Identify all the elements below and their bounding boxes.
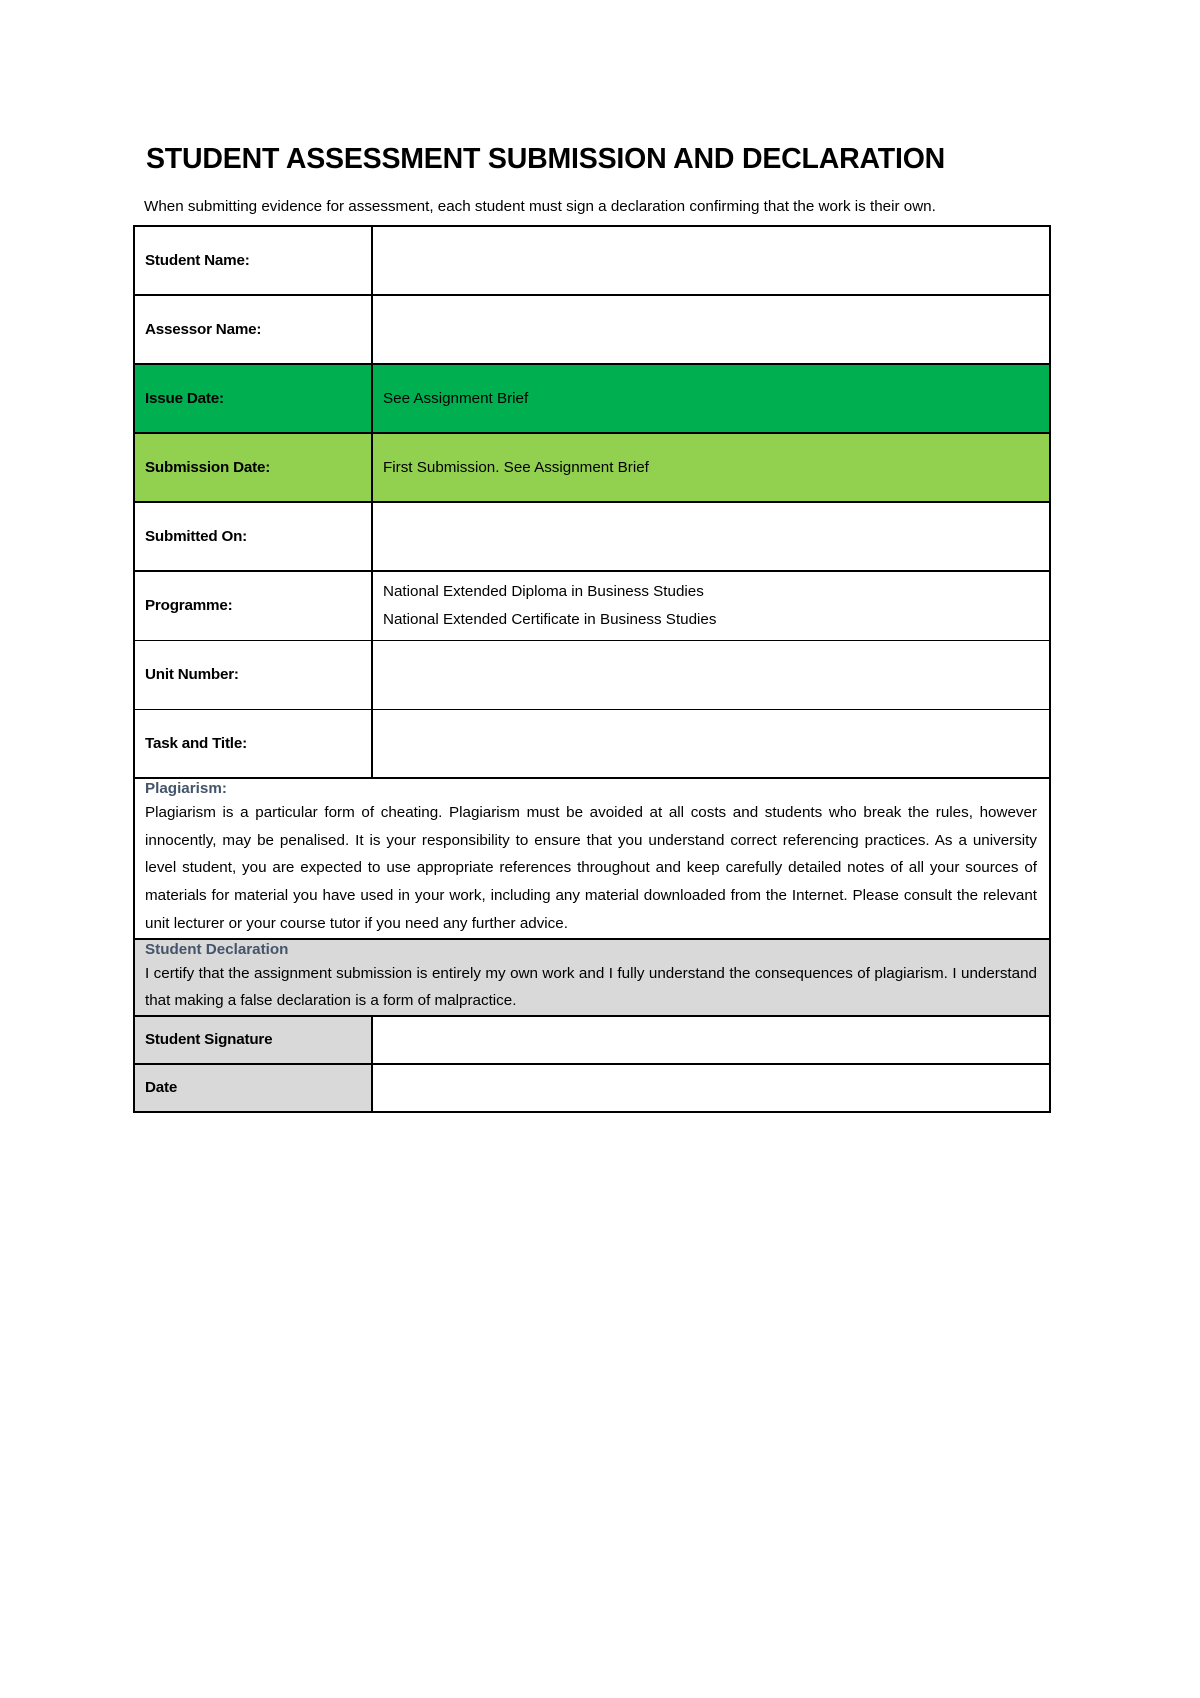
student-name-row: [134, 226, 1050, 295]
declaration-row: [134, 939, 1050, 1016]
date-row: [134, 1064, 1050, 1112]
signature-label: Student Signature: [134, 1016, 372, 1064]
submission-date-value: First Submission. See Assignment Brief: [372, 433, 1050, 502]
task-title-field[interactable]: [372, 709, 1050, 778]
intro-text: When submitting evidence for assessment, each student must sign a declaration confirming that the work is their own.: [144, 198, 936, 215]
plagiarism-notice: [134, 778, 1050, 939]
assessor-name-field[interactable]: [372, 295, 1050, 364]
student-name-field[interactable]: [372, 226, 1050, 295]
student-name-label: Student Name:: [134, 226, 372, 295]
issue-date-label: Issue Date:: [134, 364, 372, 433]
issue-date-row: [134, 364, 1050, 433]
declaration-heading: Student Declaration: [145, 940, 289, 958]
signature-row: [134, 1016, 1050, 1064]
assessor-name-row: [134, 295, 1050, 364]
submission-date-row: [134, 433, 1050, 502]
plagiarism-row: [134, 778, 1050, 939]
unit-number-row: [134, 640, 1050, 709]
submitted-on-field[interactable]: [372, 502, 1050, 571]
declaration-body: I certify that the assignment submission is entirely my own work and I fully understand the consequences of plagiarism. I understand that making a false declaration is a form of malpractice.: [145, 964, 1037, 1010]
task-title-label: Task and Title:: [134, 709, 372, 778]
document-title: STUDENT ASSESSMENT SUBMISSION AND DECLARATION: [146, 143, 946, 175]
assessor-name-label: Assessor Name:: [134, 295, 372, 364]
task-title-row: [134, 709, 1050, 778]
date-field[interactable]: [372, 1064, 1050, 1112]
programme-line-2: National Extended Certificate in Business Studies: [383, 610, 717, 628]
unit-number-label: Unit Number:: [134, 640, 372, 709]
submitted-on-row: [134, 502, 1050, 571]
signature-field[interactable]: [372, 1016, 1050, 1064]
programme-value: [372, 571, 1050, 640]
plagiarism-body: Plagiarism is a particular form of cheating. Plagiarism must be avoided at all costs and students who break the rules, however innocently, may be penalised. It is your responsibility to ensure that you understand correct referencing practices. As a university level student, you are expected to use appropriate references throughout and keep carefully detailed notes of all your sources of materials for material you have used in your work, including any material downloaded from the Internet. Please consult the relevant unit lecturer or your course tutor if you need any further advice.: [145, 804, 1037, 932]
student-declaration-notice: [134, 939, 1050, 1016]
submission-form-table: [133, 225, 1051, 1113]
unit-number-field[interactable]: [372, 640, 1050, 709]
submission-date-label: Submission Date:: [134, 433, 372, 502]
programme-row: [134, 571, 1050, 640]
programme-label: Programme:: [134, 571, 372, 640]
date-label: Date: [134, 1064, 372, 1112]
programme-line-1: National Extended Diploma in Business Studies: [383, 582, 704, 600]
issue-date-value: See Assignment Brief: [372, 364, 1050, 433]
plagiarism-heading: Plagiarism:: [145, 780, 227, 797]
submitted-on-label: Submitted On:: [134, 502, 372, 571]
